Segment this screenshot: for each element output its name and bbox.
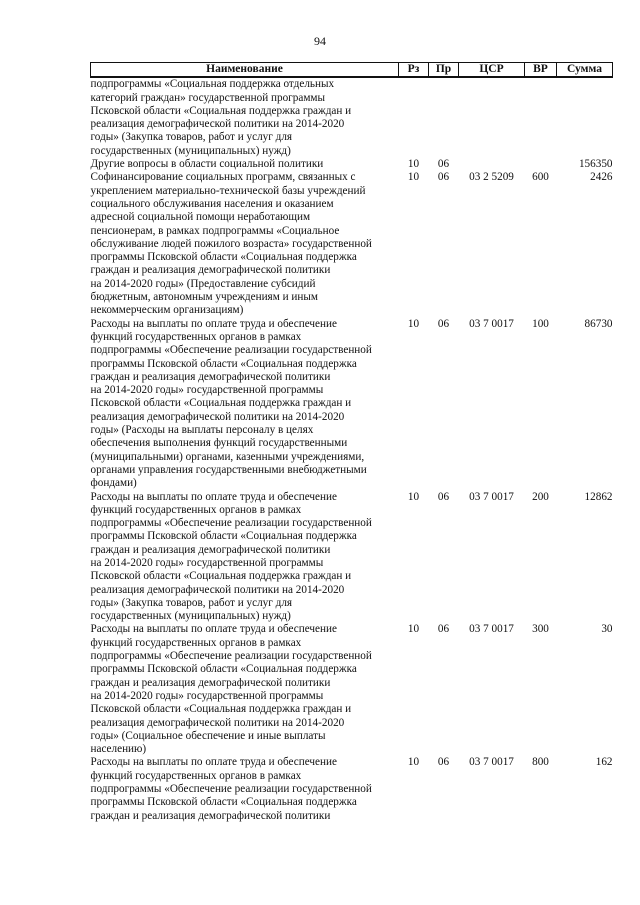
row-name-line: реализация демографической политики на 2014-2020 <box>90 118 345 131</box>
row-name-line: реализация демографической политики на 2014-2020 <box>90 583 345 596</box>
row-name-cell <box>91 318 399 491</box>
row-name-line: реализация демографической политики на 2014-2020 <box>90 410 345 423</box>
row-name-line: граждан и реализация демографической политики <box>90 809 331 822</box>
row-vr-cell: 600 <box>532 171 549 184</box>
header-name: Наименование <box>91 63 399 78</box>
row-rz-cell: 10 <box>407 317 420 330</box>
row-name-line: на 2014-2020 годы» (Предоставление субсидий <box>90 277 316 290</box>
header-vr: ВР <box>525 63 557 78</box>
row-vr-cell: 200 <box>532 490 549 503</box>
row-name-line: годы» (Социальное обеспечение и иные выплаты <box>90 729 326 742</box>
row-name-line: граждан и реализация демографической политики <box>90 676 331 689</box>
row-name-line: на 2014-2020 годы» государственной программы <box>90 556 324 569</box>
row-name-line: подпрограммы «Социальная поддержка отдельных <box>90 78 335 91</box>
row-name-line: Расходы на выплаты по оплате труда и обеспечение <box>90 623 337 636</box>
row-name-line: программы Псковской области «Социальная поддержка <box>90 663 357 676</box>
row-name-line: фондами) <box>90 477 137 490</box>
table-row <box>91 756 613 822</box>
row-sum-cell: 12862 <box>584 490 613 503</box>
row-pr-cell: 06 <box>437 317 450 330</box>
row-csr-cell: 03 7 0017 <box>469 317 514 330</box>
row-name-line: подпрограммы «Обеспечение реализации государственной <box>90 650 372 663</box>
row-rz-cell: 10 <box>407 623 420 636</box>
row-name-line: Расходы на выплаты по оплате труда и обеспечение <box>90 490 337 503</box>
page-number: 94 <box>314 34 326 48</box>
table-row <box>91 171 613 317</box>
row-name-line: функций государственных органов в рамках <box>90 636 302 649</box>
row-name-line: годы» (Расходы на выплаты персоналу в целях <box>90 424 314 437</box>
row-name-line: реализация демографической политики на 2014-2020 <box>90 716 345 729</box>
row-name-line: Софинансирование социальных программ, связанных с <box>90 171 356 184</box>
row-name-line: пенсионерам, в рамках подпрограммы «Социальное <box>90 224 340 237</box>
row-name-line: программы Псковской области «Социальная поддержка <box>90 251 357 264</box>
row-name-line: граждан и реализация демографической политики <box>90 264 331 277</box>
row-rz-cell <box>399 77 429 158</box>
row-name-cell <box>91 171 399 317</box>
row-name-line: программы Псковской области «Социальная поддержка <box>90 796 357 809</box>
row-name-line: функций государственных органов в рамках <box>90 330 302 343</box>
row-sum-cell <box>557 77 613 158</box>
row-rz-cell: 10 <box>407 756 420 769</box>
row-name-line: обслуживание людей пожилого возраста» государственной <box>90 237 372 250</box>
table-row <box>91 318 613 491</box>
row-vr-cell: 100 <box>532 317 549 330</box>
row-name-line: категорий граждан» государственной программы <box>90 91 326 104</box>
row-name-line: граждан и реализация демографической политики <box>90 370 331 383</box>
table-header-row <box>91 63 613 78</box>
row-name-line: Псковской области «Социальная поддержка граждан и <box>90 570 352 583</box>
row-name-line: Псковской области «Социальная поддержка граждан и <box>90 703 352 716</box>
row-name-line: Расходы на выплаты по оплате труда и обеспечение <box>90 317 337 330</box>
row-sum-cell: 162 <box>595 756 613 769</box>
row-name-cell <box>91 623 399 756</box>
header-sum: Сумма <box>557 63 613 78</box>
row-name-line: органами управления государственными внебюджетными <box>90 463 367 476</box>
table-row <box>91 491 613 624</box>
table-row <box>91 158 613 171</box>
table-row <box>91 77 613 158</box>
row-vr-cell <box>525 77 557 158</box>
row-name-cell <box>91 158 399 171</box>
row-csr-cell: 03 2 5209 <box>469 171 514 184</box>
row-sum-cell: 2426 <box>590 171 613 184</box>
row-name-line: Псковской области «Социальная поддержка граждан и <box>90 104 352 117</box>
row-sum-cell: 156350 <box>578 158 613 171</box>
row-name-line: подпрограммы «Обеспечение реализации государственной <box>90 517 372 530</box>
table-body <box>91 77 613 823</box>
header-rz: Рз <box>399 63 429 78</box>
row-rz-cell: 10 <box>407 171 420 184</box>
row-vr-cell: 300 <box>532 623 549 636</box>
row-vr-cell <box>525 158 557 171</box>
row-name-cell <box>91 756 399 822</box>
row-name-line: программы Псковской области «Социальная поддержка <box>90 357 357 370</box>
row-name-line: годы» (Закупка товаров, работ и услуг для <box>90 596 293 609</box>
row-name-line: (муниципальными) органами, казенными учреждениями, <box>90 450 365 463</box>
row-name-line: социального обслуживания населения и оказанием <box>90 197 334 210</box>
row-name-line: Другие вопросы в области социальной политики <box>90 158 324 171</box>
row-name-line: функций государственных органов в рамках <box>90 769 302 782</box>
row-name-line: на 2014-2020 годы» государственной программы <box>90 384 324 397</box>
row-name-line: государственных (муниципальных) нужд) <box>90 610 291 623</box>
row-pr-cell: 06 <box>437 756 450 769</box>
row-name-line: подпрограммы «Обеспечение реализации государственной <box>90 783 372 796</box>
row-name-line: Псковской области «Социальная поддержка граждан и <box>90 397 352 410</box>
row-pr-cell: 06 <box>437 158 450 171</box>
row-rz-cell: 10 <box>407 490 420 503</box>
row-name-line: годы» (Закупка товаров, работ и услуг для <box>90 131 293 144</box>
header-pr: Пр <box>429 63 459 78</box>
row-csr-cell: 03 7 0017 <box>469 623 514 636</box>
row-name-cell <box>91 491 399 624</box>
row-csr-cell <box>459 158 525 171</box>
row-name-line: бюджетным, автономным учреждениям и иным <box>90 291 318 304</box>
row-name-line: на 2014-2020 годы» государственной программы <box>90 689 324 702</box>
row-name-cell <box>91 77 399 158</box>
row-pr-cell: 06 <box>437 490 450 503</box>
table-row <box>91 623 613 756</box>
row-csr-cell <box>459 77 525 158</box>
budget-table <box>90 62 613 823</box>
row-pr-cell <box>429 77 459 158</box>
row-csr-cell: 03 7 0017 <box>469 490 514 503</box>
row-name-line: адресной социальной помощи неработающим <box>90 211 311 224</box>
row-sum-cell: 30 <box>601 623 613 636</box>
header-csr: ЦСР <box>459 63 525 78</box>
row-name-line: Расходы на выплаты по оплате труда и обеспечение <box>90 756 337 769</box>
row-pr-cell: 06 <box>437 171 450 184</box>
row-rz-cell: 10 <box>407 158 420 171</box>
row-name-line: некоммерческим организациям) <box>90 304 244 317</box>
row-name-line: государственных (муниципальных) нужд) <box>90 144 291 157</box>
row-name-line: обеспечения выполнения функций государственными <box>90 437 348 450</box>
row-sum-cell: 86730 <box>584 317 613 330</box>
row-name-line: граждан и реализация демографической политики <box>90 543 331 556</box>
row-name-line: укреплением материально-технической базы учреждений <box>90 184 366 197</box>
row-pr-cell: 06 <box>437 623 450 636</box>
row-name-line: подпрограммы «Обеспечение реализации государственной <box>90 344 372 357</box>
row-name-line: программы Псковской области «Социальная поддержка <box>90 530 357 543</box>
row-csr-cell: 03 7 0017 <box>469 756 514 769</box>
row-name-line: функций государственных органов в рамках <box>90 503 302 516</box>
row-vr-cell: 800 <box>532 756 549 769</box>
row-name-line: населению) <box>90 743 147 756</box>
